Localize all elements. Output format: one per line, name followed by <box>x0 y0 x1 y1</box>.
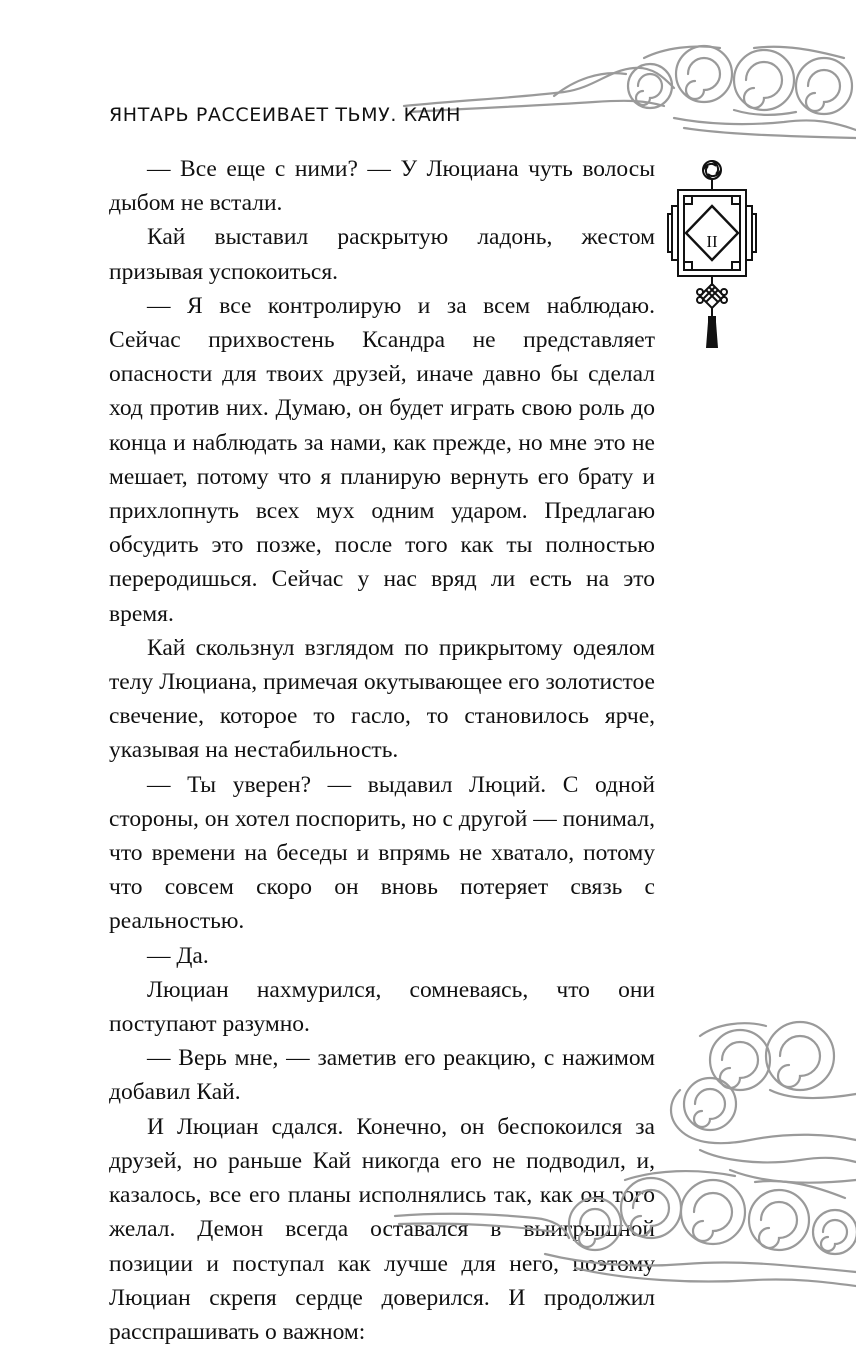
paragraph: И Люциан сдался. Конечно, он беспокоился за друзей, но раньше Кай никогда его не подводил, и, казалось, все его планы исполнялись так, как он того желал. Демон всегда оставался в выигрышной позиции и поступал как лучше для него, поэтому Люциан скрепя сердце доверился. И продолжил расспрашивать о важном: <box>109 1113 655 1345</box>
swirl-icon <box>703 161 721 179</box>
chapter-pendant-ornament <box>664 152 760 352</box>
chapter-number: II <box>706 232 718 251</box>
paragraph: — Верь мне, — заметив его реакцию, с нажимом добавил Кай. <box>109 1045 655 1106</box>
paragraph: — Да. <box>147 942 209 969</box>
paragraph: — Все еще с ними? — У Люциана чуть волосы дыбом не встали. <box>109 156 655 217</box>
paragraph: Люциан нахмурился, сомневаясь, что они поступают разумно. <box>109 976 655 1038</box>
paragraph: — Я все контролирую и за всем наблюдаю. Сейчас прихвостень Ксандра не представляет опасности для твоих друзей, иначе давно бы сделал ход против них. Думаю, он будет играть свою роль до конца и наблюдать за нами, как прежде, но мне это не мешает, потому что я планирую вернуть его брату и прихлопнуть всех мух одним ударом. Предлагаю обсудить это позже, после того как ты полностью переродишься. Сейчас у нас вряд ли есть на это время. <box>109 292 655 627</box>
tassel-icon <box>706 316 718 348</box>
cloud-ornament-bottom <box>395 1168 856 1298</box>
cloud-ornament-top <box>404 40 856 140</box>
paragraph: Кай выставил раскрытую ладонь, жестом призывая успокоиться. <box>109 224 655 285</box>
chapter-ornament <box>664 152 760 352</box>
paragraph: Кай скользнул взглядом по прикрытому одеялом телу Люциана, примечая окутывающее его золотистое свечение, которое то гасло, то становилось ярче, указывая на нестабильность. <box>109 634 655 764</box>
endless-knot-icon <box>697 284 727 308</box>
paragraph: — Ты уверен? — выдавил Люций. С одной стороны, он хотел поспорить, но с другой — понимал, что времени на беседы и впрямь не хватало, потому что совсем скоро он вновь потеряет связь с реальностью. <box>109 771 655 935</box>
running-head: ЯНТАРЬ РАССЕИВАЕТ ТЬМУ. КАИН <box>109 104 461 126</box>
